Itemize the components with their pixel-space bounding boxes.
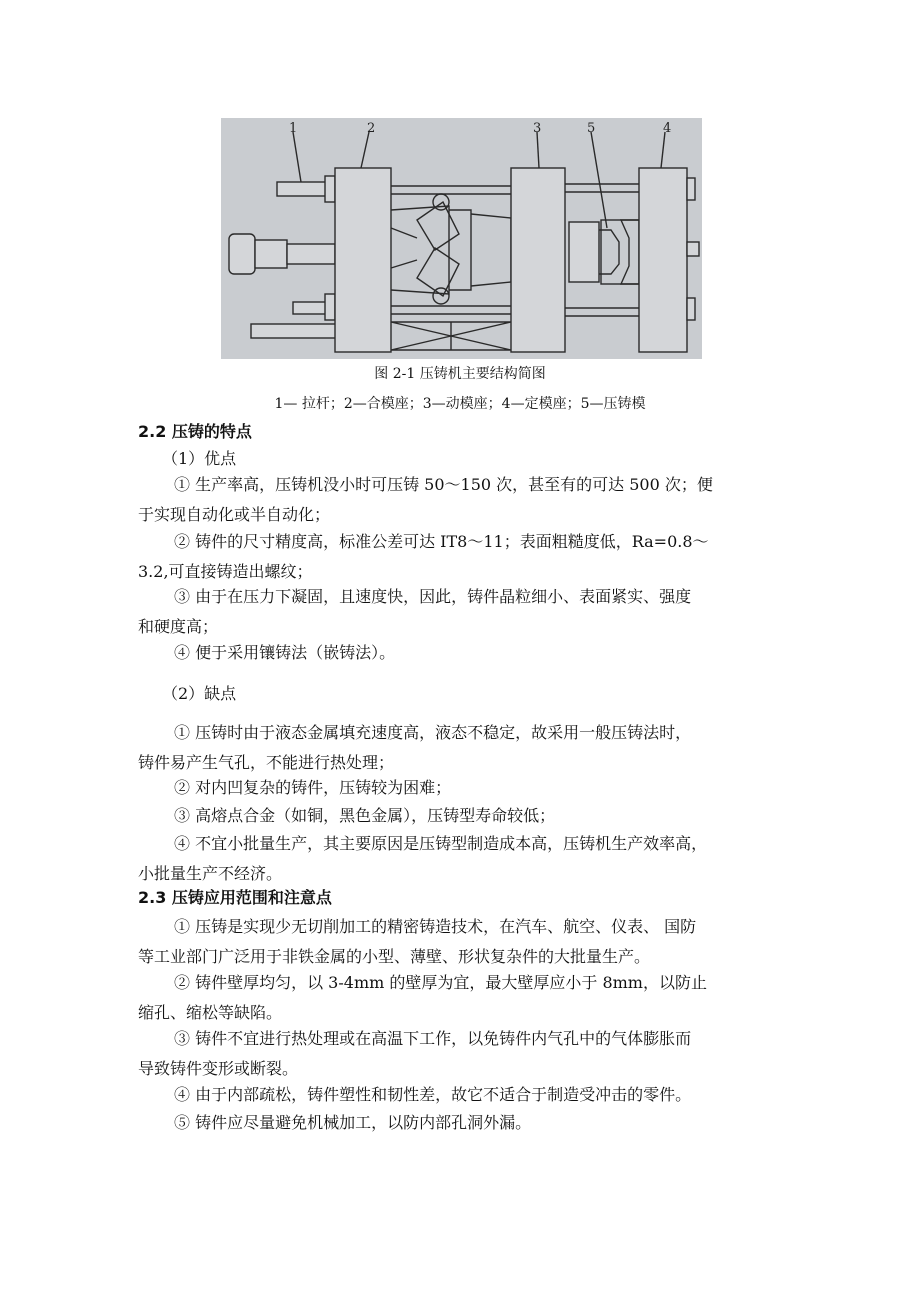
application-item-3-line1: ③ 铸件不宜进行热处理或在高温下工作，以免铸件内气孔中的气体膨胀而 — [174, 1029, 692, 1048]
figure-caption-title: 图 2-1 压铸机主要结构简图 — [374, 366, 546, 382]
disadvantage-item-2 — [138, 773, 790, 803]
disadvantage-item-4-line2: 小批量生产不经济。 — [138, 864, 283, 883]
application-item-3-line2: 导致铸件变形或断裂。 — [138, 1059, 299, 1078]
disadvantage-item-2-line1: ② 对内凹复杂的铸件，压铸较为困难； — [174, 778, 452, 797]
disadvantage-item-4-line1: ④ 不宜小批量生产，其主要原因是压铸型制造成本高，压铸机生产效率高， — [174, 834, 708, 853]
disadvantage-item-1 — [138, 718, 790, 778]
advantage-item-1-line1: ① 生产率高，压铸机没小时可压铸 50～150 次，甚至有的可达 500 次；便 — [174, 475, 713, 494]
application-item-1-line1: ① 压铸是实现少无切削加工的精密铸造技术，在汽车、航空、仪表、 国防 — [174, 917, 697, 936]
disadvantage-item-3-line1: ③ 高熔点合金（如铜，黑色金属），压铸型寿命较低； — [174, 806, 556, 825]
advantage-item-1-line2: 于实现自动化或半自动化； — [138, 505, 331, 524]
advantage-item-2-line1: ② 铸件的尺寸精度高，标准公差可达 IT8～11；表面粗糙度低，Ra=0.8～ — [174, 532, 709, 551]
section-heading-2-3: 2.3 压铸应用范围和注意点 — [138, 888, 332, 907]
application-item-5 — [138, 1108, 790, 1138]
advantage-item-3-line1: ③ 由于在压力下凝固，且速度快，因此，铸件晶粒细小、表面紧实、强度 — [174, 587, 692, 606]
application-item-2 — [138, 968, 790, 1028]
disadvantage-item-4 — [138, 829, 790, 889]
figure-caption-legend: 1— 拉杆；2—合模座；3—动模座；4—定模座；5—压铸模 — [274, 396, 646, 412]
disadvantage-item-3 — [138, 801, 790, 831]
application-item-1-line2: 等工业部门广泛用于非铁金属的小型、薄壁、形状复杂件的大批量生产。 — [138, 947, 651, 966]
advantage-item-1 — [138, 470, 790, 530]
advantage-item-3 — [138, 582, 790, 642]
figure-label-5: 5 — [587, 121, 596, 136]
advantage-item-3-line2: 和硬度高； — [138, 617, 219, 636]
die-casting-machine-diagram — [221, 118, 702, 359]
disadvantages-label: （2）缺点 — [162, 684, 237, 703]
disadvantage-item-1-line2: 铸件易产生气孔，不能进行热处理； — [138, 753, 395, 772]
advantage-item-4 — [138, 638, 790, 668]
figure-label-2: 2 — [367, 121, 376, 136]
application-item-3 — [138, 1024, 790, 1084]
application-item-5-line1: ⑤ 铸件应尽量避免机械加工，以防内部孔洞外漏。 — [174, 1113, 532, 1132]
section-heading-2-2: 2.2 压铸的特点 — [138, 422, 252, 441]
application-item-2-line1: ② 铸件壁厚均匀，以 3-4mm 的壁厚为宜，最大壁厚应小于 8mm，以防止 — [174, 973, 707, 992]
application-item-4-line1: ④ 由于内部疏松，铸件塑性和韧性差，故它不适合于制造受冲击的零件。 — [174, 1085, 692, 1104]
figure-label-1: 1 — [289, 121, 298, 136]
application-item-1 — [138, 912, 790, 972]
advantages-label: （1）优点 — [162, 449, 237, 468]
application-item-2-line2: 缩孔、缩松等缺陷。 — [138, 1003, 283, 1022]
advantage-item-4-line1: ④ 便于采用镶铸法（嵌铸法）。 — [174, 643, 396, 662]
advantage-item-2-line2: 3.2,可直接铸造出螺纹； — [138, 562, 313, 581]
figure-label-4: 4 — [663, 121, 672, 136]
application-item-4 — [138, 1080, 790, 1110]
figure-label-3: 3 — [533, 121, 542, 136]
disadvantage-item-1-line1: ① 压铸时由于液态金属填充速度高，液态不稳定，故采用一般压铸法时， — [174, 723, 692, 742]
advantage-item-2 — [138, 527, 790, 587]
